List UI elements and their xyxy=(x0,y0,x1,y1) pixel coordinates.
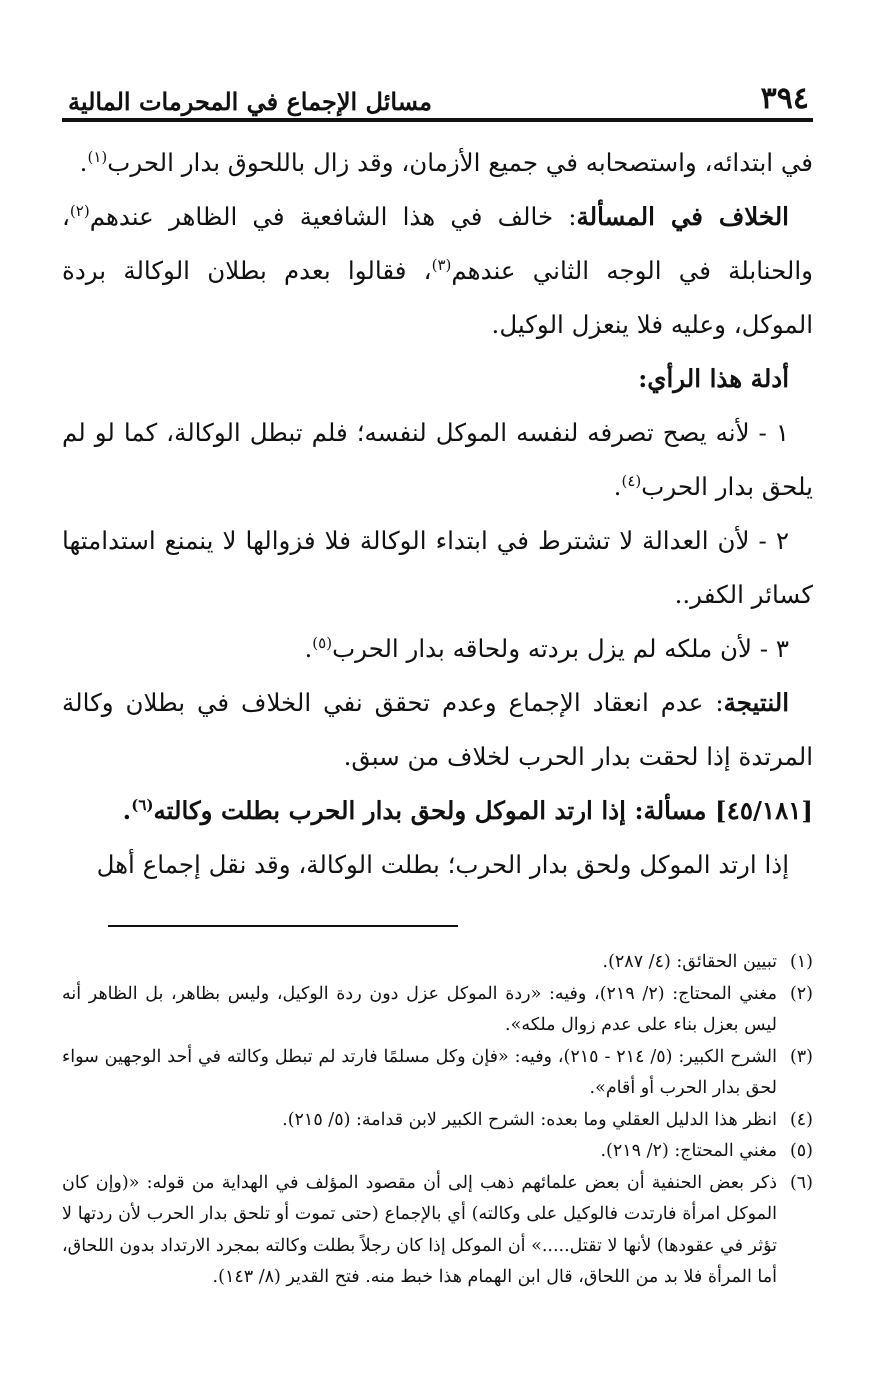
footnote-ref-4[interactable]: (٤) xyxy=(621,472,642,490)
footnote-number: (٦) xyxy=(789,1172,813,1193)
footnote-text: مغني المحتاج: (٢/ ٢١٩)، وفيه: «ردة الموكل عزل دون ردة الوكيل، وليس بظاهر، بل الظاهر أنه ليس بعزل بناء على عدم زوال ملكه». xyxy=(62,983,777,1035)
footnote-ref-3[interactable]: (٣) xyxy=(431,256,452,274)
paragraph-result: النتيجة: عدم انعقاد الإجماع وعدم تحقق نفي الخلاف في بطلان وكالة المرتدة إذا لحقت بدار الحرب لخلاف من سبق. xyxy=(62,688,813,771)
footnote-5 xyxy=(62,1136,813,1168)
footnote-divider-wrap xyxy=(62,906,813,927)
footnote-ref-6[interactable]: (٦) xyxy=(131,796,154,814)
footnote-6 xyxy=(62,1168,813,1294)
footnote-text: ذكر بعض الحنفية أن بعض علمائهم ذهب إلى أن مقصود المؤلف في الهداية من قوله: «(وإن كان الموكل امرأة فارتدت فالوكيل على وكالته) أي بالإجماع (حتى تموت أو تلحق بدار الحرب لأن ردتها لا تؤثر في عقودها) لأنها لا تقتل.....» أن الموكل إذا كان رجلاً بطلت وكالته بمجرد الارتداد بدون اللحاق، أما المرأة فلا بد من اللحاق، قال ابن الهمام هذا خبط منه. فتح القدير (٨/ ١٤٣). xyxy=(62,1172,777,1287)
footnote-2 xyxy=(62,979,813,1042)
footnote-text: الشرح الكبير: (٥/ ٢١٤ - ٢١٥)، وفيه: «فإن وكل مسلمًا فارتد لم تبطل وكالته في أحد الوجهين سواء لحق بدار الحرب أو أقام». xyxy=(62,1046,777,1098)
footnote-number: (٢) xyxy=(789,983,813,1004)
paragraph-disagreement: الخلاف في المسألة: خالف في هذا الشافعية في الظاهر عندهم$^{(٢)}$، والحنابلة في الوجه الثاني عندهم$^{(٣)}$، فقالوا بعدم بطلان الوكالة بردة الموكل، وعليه فلا ينعزل الوكيل. xyxy=(62,202,813,339)
footnotes xyxy=(62,947,813,1294)
footnote-1 xyxy=(62,947,813,979)
evidence-heading: أدلة هذا الرأي: xyxy=(638,364,789,393)
footnote-number: (٣) xyxy=(789,1046,813,1067)
evidence-item-3: ٣ - لأن ملكه لم يزل بردته ولحاقه بدار الحرب$^{(٥)}$. xyxy=(304,634,789,663)
evidence-item-1: ١ - لأنه يصح تصرفه لنفسه الموكل لنفسه؛ فلم تبطل الوكالة، كما لو لم يلحق بدار الحرب$^{(٤)}$. xyxy=(62,418,813,501)
page-header xyxy=(62,70,813,122)
footnote-number: (١) xyxy=(789,952,813,972)
paragraph-continuation: في ابتدائه، واستصحابه في جميع الأزمان، وقد زال باللحوق بدار الحرب$^{(١)}$. xyxy=(79,148,813,177)
result-label: النتيجة xyxy=(723,688,789,717)
footnote-ref-5[interactable]: (٥) xyxy=(312,634,333,652)
main-text xyxy=(62,136,813,892)
footnote-3 xyxy=(62,1042,813,1105)
footnote-ref-2[interactable]: (٢) xyxy=(69,202,90,220)
footnote-4 xyxy=(62,1105,813,1137)
running-title: مسائل الإجماع في المحرمات المالية xyxy=(68,87,432,116)
footnote-number: (٤) xyxy=(789,1109,813,1130)
footnote-text: انظر هذا الدليل العقلي وما بعده: الشرح الكبير لابن قدامة: (٥/ ٢١٥). xyxy=(282,1109,777,1130)
footnote-text: تبيين الحقائق: (٤/ ٢٨٧). xyxy=(602,952,777,972)
footnote-ref-1[interactable]: (١) xyxy=(87,148,108,166)
footnote-text: مغني المحتاج: (٢/ ٢١٩). xyxy=(600,1141,777,1161)
footnote-number: (٥) xyxy=(789,1141,813,1161)
issue-heading: [٤٥/١٨١] مسألة: إذا ارتد الموكل ولحق بدار الحرب بطلت وكالته$^{(٦)}$. xyxy=(122,796,813,825)
disagreement-label: الخلاف في المسألة xyxy=(576,202,789,231)
footnote-divider xyxy=(108,925,458,927)
paragraph-last: إذا ارتد الموكل ولحق بدار الحرب؛ بطلت الوكالة، وقد نقل إجماع أهل xyxy=(96,850,789,879)
page-number: ٣٩٤ xyxy=(760,81,809,116)
evidence-item-2: ٢ - لأن العدالة لا تشترط في ابتداء الوكالة فلا فزوالها لا ينمنع استدامتها كسائر الكفر.. xyxy=(62,526,813,609)
